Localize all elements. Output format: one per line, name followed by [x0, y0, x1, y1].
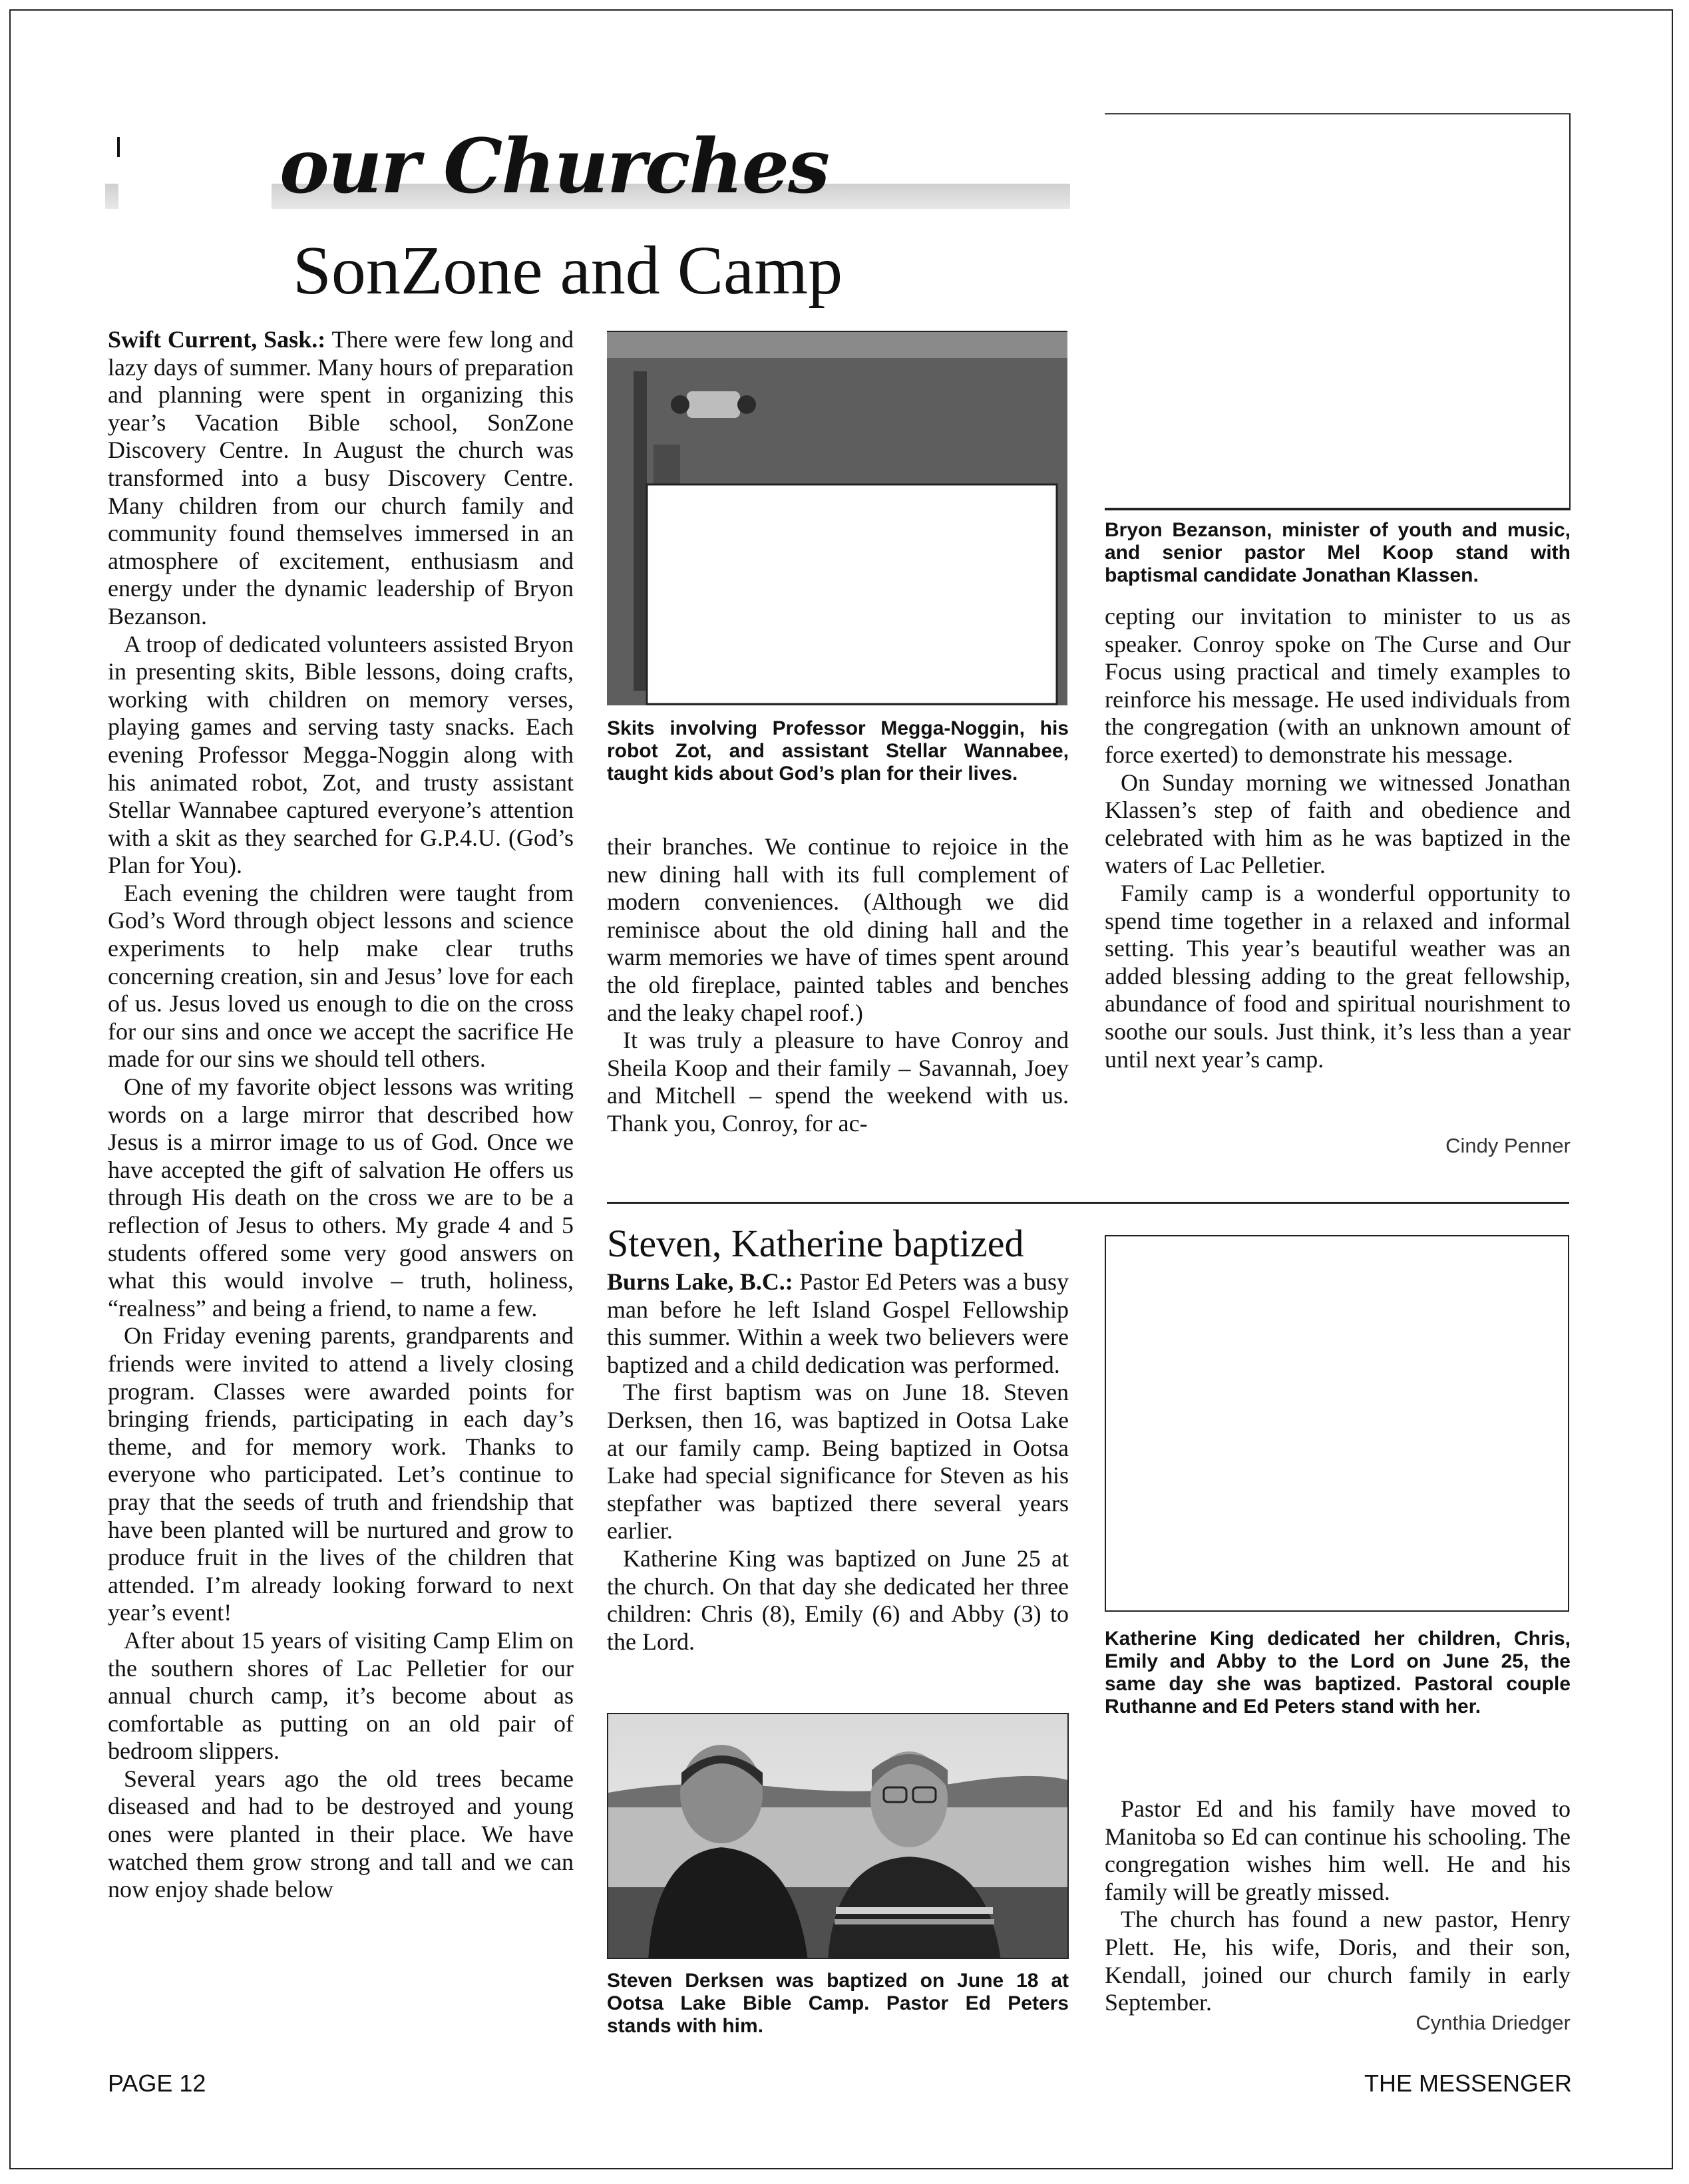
- byline-cindy-penner: Cindy Penner: [1445, 1134, 1571, 1157]
- article1-paragraph: Each evening the children were taught from God’s Word through object lessons and science experiments to help make clear truths concerning creation, sin and Jesus’ love for each of us. Jesus loved us enough to die on the cross for our sins and once we accept the sacrifice He made for our sins we should tell others.: [108, 879, 574, 1073]
- article2-paragraph: The church has found a new pastor, Henry Plett. He, his wife, Doris, and their son, Kendall, joined our church family in early September.: [1105, 1906, 1571, 2016]
- skits-photo: [607, 331, 1067, 705]
- caption-steven: Steven Derksen was baptized on June 18 at Ootsa Lake Bible Camp. Pastor Ed Peters stands with him.: [607, 1970, 1069, 2037]
- article2-column-3: [1105, 1795, 1571, 2017]
- section-label: our Churches: [280, 123, 829, 210]
- caption-baptism: Bryon Bezanson, minister of youth and music, and senior pastor Mel Koop stand with baptismal candidate Jonathan Klassen.: [1105, 519, 1571, 586]
- article1-paragraph: A troop of dedicated volunteers assisted Bryon in presenting skits, Bible lessons, doing crafts, working with children on memory verses, playing games and serving tasty snacks. Each evening Professor Megga-Noggin along with his animated robot, Zot, and trusty assistant Stellar Wannabee captured everyone’s attention with a skit as they searched for G.P.4.U. (God’s Plan for You).: [108, 630, 574, 879]
- article2-paragraph: Burns Lake, B.C.: Pastor Ed Peters was a busy man before he left Island Gospel Fellowship this summer. Within a week two believers were baptized and a child dedication was performed.: [607, 1268, 1069, 1378]
- baptism-photo: [1105, 113, 1571, 509]
- footer-page-number: PAGE 12: [108, 2070, 206, 2097]
- article1-paragraph: After about 15 years of visiting Camp Elim on the southern shores of Lac Pelletier for our annual church camp, it’s become about as comfortable as putting on an old pair of bedroom slippers.: [108, 1626, 574, 1765]
- article1-paragraph: Swift Current, Sask.: There were few long and lazy days of summer. Many hours of preparation and planning were spent in organizing this year’s Vacation Bible school, SonZone Discovery Centre. In August the church was transformed into a busy Discovery Centre. Many children from our church family and community found themselves immersed in an atmosphere of excitement, enthusiasm and energy under the dynamic leadership of Bryon Bezanson.: [108, 326, 574, 630]
- article2-paragraph: Pastor Ed and his family have moved to Manitoba so Ed can continue his schooling. The congregation wishes him well. He and his family will be greatly missed.: [1105, 1795, 1571, 1905]
- article-divider-rule: [607, 1202, 1569, 1204]
- article-title-sonzone: SonZone and Camp: [293, 232, 843, 309]
- article1-paragraph: One of my favorite object lessons was writing words on a large mirror that described how Jesus is a mirror image to us of God. Once we have accepted the gift of salvation He offers us through His death on the cross we are to be a reflection of Jesus to others. My grade 4 and 5 students offered some very good answers on what this would involve – truth, holiness, “realness” and being a friend, to name a few.: [108, 1073, 574, 1322]
- article1-paragraph: On Friday evening parents, grandparents and friends were invited to attend a lively closing program. Classes were awarded points for bringing friends, participating in each day’s theme, and for memory work. Thanks to everyone who participated. Let’s continue to pray that the seeds of truth and friendship that have been planted will be nurtured and grow to produce fruit in the lives of the children that attended. I’m already looking forward to next year’s event!: [108, 1322, 574, 1626]
- article1-column-2: [607, 833, 1069, 1138]
- article1-paragraph: cepting our invitation to minister to us as speaker. Conroy spoke on The Curse and Our Focus using practical and timely examples to reinforce his message. He used individuals from the congregation (with an unknown amount of force exerted) to demonstrate his message.: [1105, 603, 1571, 768]
- katherine-photo: [1105, 1235, 1569, 1612]
- section-header-mask: [118, 133, 272, 213]
- article1-paragraph: Family camp is a wonderful opportunity to spend time together in a relaxed and informal setting. This year’s beautiful weather was an added blessing adding to the great fellowship, abundance of food and spiritual nourishment to soothe our souls. Just think, it’s less than a year until next year’s camp.: [1105, 879, 1571, 1073]
- baptism-photo-bottom-rule: [1105, 509, 1571, 510]
- article1-paragraph: their branches. We continue to rejoice in the new dining hall with its full complement of modern conveniences. (Although we did reminisce about the old dining hall and the warm memories we have of times spent around the old fireplace, painted tables and benches and the leaky chapel roof.): [607, 833, 1069, 1026]
- dateline: Swift Current, Sask.:: [108, 326, 326, 353]
- skits-photo-top-rule: [607, 331, 1067, 332]
- article2-column-2: [607, 1268, 1069, 1656]
- steven-photo-scene: [608, 1714, 1069, 1959]
- steven-photo: [607, 1713, 1069, 1959]
- article-title-baptized: Steven, Katherine baptized: [607, 1222, 1024, 1265]
- dateline: Burns Lake, B.C.:: [607, 1268, 793, 1295]
- caption-skits: Skits involving Professor Megga-Noggin, his robot Zot, and assistant Stellar Wannabee, taught kids about God’s plan for their lives.: [607, 717, 1069, 785]
- article1-paragraph: On Sunday morning we witnessed Jonathan Klassen’s step of faith and obedience and celebrated with him as he was baptized in the waters of Lac Pelletier.: [1105, 769, 1571, 879]
- article1-paragraph: Several years ago the old trees became diseased and had to be destroyed and young ones were planted in their place. We have watched them grow strong and tall and we can now enjoy shade below: [108, 1765, 574, 1903]
- article2-paragraph: Katherine King was baptized on June 25 at the church. On that day she dedicated her three children: Chris (8), Emily (6) and Abby (3) to the Lord.: [607, 1545, 1069, 1655]
- footer-publication: THE MESSENGER: [1364, 2070, 1572, 2097]
- article1-column-3: [1105, 603, 1571, 1073]
- article2-paragraph: The first baptism was on June 18. Steven Derksen, then 16, was baptized in Ootsa Lake at our family camp. Being baptized in Ootsa Lake had special significance for Steven as his stepfather was baptized there several years earlier.: [607, 1379, 1069, 1545]
- byline-cynthia-driedger: Cynthia Driedger: [1415, 2011, 1571, 2034]
- article1-column-1: [108, 326, 574, 1904]
- section-header-tick: [117, 137, 120, 157]
- article1-paragraph: It was truly a pleasure to have Conroy and Sheila Koop and their family – Savannah, Joey and Mitchell – spend the weekend with us. Thank you, Conroy, for ac-: [607, 1027, 1069, 1137]
- caption-katherine: Katherine King dedicated her children, Chris, Emily and Abby to the Lord on June 25, the same day she was baptized. Pastoral couple Ruthanne and Ed Peters stand with her.: [1105, 1628, 1571, 1718]
- skits-photo-scene: [607, 331, 1067, 705]
